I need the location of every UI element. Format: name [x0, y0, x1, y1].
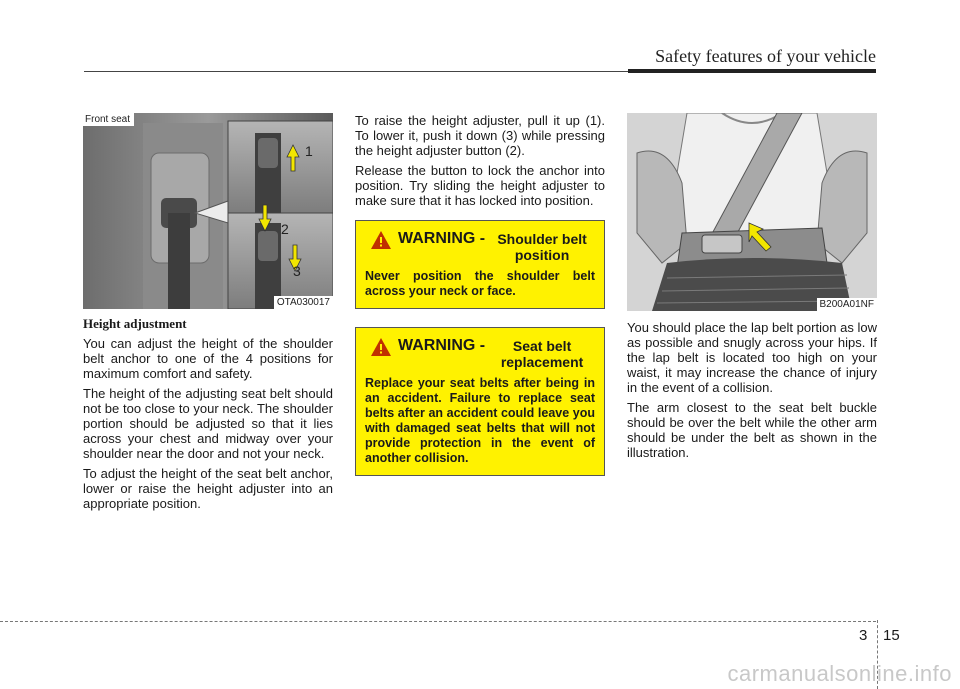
paragraph: Release the button to lock the anchor into position. Try sliding the height adjuster to make sure that it has locked into position. — [355, 163, 605, 208]
paragraph: The height of the adjusting seat belt should not be too close to your neck. The shoulder portion should be adjusted so that it lies across your chest and midway over your shoulder near the door and not your neck. — [83, 386, 333, 461]
paragraph: To adjust the height of the seat belt anchor, lower or raise the height adjuster into an appropriate position. — [83, 466, 333, 511]
figure-height-adjuster — [83, 113, 333, 309]
figure-code: B200A01NF — [817, 298, 877, 311]
page-number: 15 — [883, 627, 900, 644]
warning-box-belt-replacement — [355, 327, 605, 476]
warning-title: Seat belt replacement — [500, 338, 584, 370]
subsection-heading: Height adjustment — [83, 316, 187, 331]
callout-1: 1 — [305, 143, 313, 159]
paragraph: You can adjust the height of the shoulder belt anchor to one of the 4 positions for maximum comfort and safety. — [83, 336, 333, 381]
column-left — [83, 113, 333, 516]
warning-triangle-icon — [370, 230, 392, 250]
section-title: Safety features of your vehicle — [655, 46, 876, 66]
warning-triangle-icon — [370, 337, 392, 357]
header-rule-accent — [628, 69, 876, 73]
paragraph: You should place the lap belt portion as low as possible and snugly across your hips. If the lap belt is located too high on your waist, it may increase the chance of injury in the event of a collision. — [627, 320, 877, 395]
figure-code: OTA030017 — [274, 296, 333, 309]
watermark: carmanualsonline.info — [727, 661, 952, 686]
callout-2: 2 — [281, 221, 289, 237]
warning-title: Shoulder belt position — [497, 231, 587, 263]
callout-3: 3 — [293, 263, 301, 279]
paragraph: The arm closest to the seat belt buckle should be over the belt while the other arm should be under the belt as shown in the illustration. — [627, 400, 877, 460]
warning-label: WARNING - — [398, 230, 486, 247]
warning-box-shoulder-belt — [355, 220, 605, 309]
figure-lap-belt — [627, 113, 877, 311]
paragraph: To raise the height adjuster, pull it up (1). To lower it, push it down (3) while pressing the height adjuster button (2). — [355, 113, 605, 158]
footer-rule — [0, 621, 876, 622]
warning-label: WARNING - — [398, 337, 486, 354]
warning-text: Never position the shoulder belt across your neck or face. — [365, 269, 595, 298]
warning-text: Replace your seat belts after being in an accident. Failure to replace seat belts after an accident could leave you with damaged seat belts that will not provide protection in the event of another collision. — [365, 376, 595, 465]
figure-label: Front seat — [83, 113, 134, 126]
lap-belt-illustration — [627, 113, 877, 311]
chapter-number: 3 — [859, 627, 868, 644]
column-middle — [355, 113, 605, 476]
height-adjuster-illustration — [83, 113, 333, 309]
column-right — [627, 113, 877, 465]
